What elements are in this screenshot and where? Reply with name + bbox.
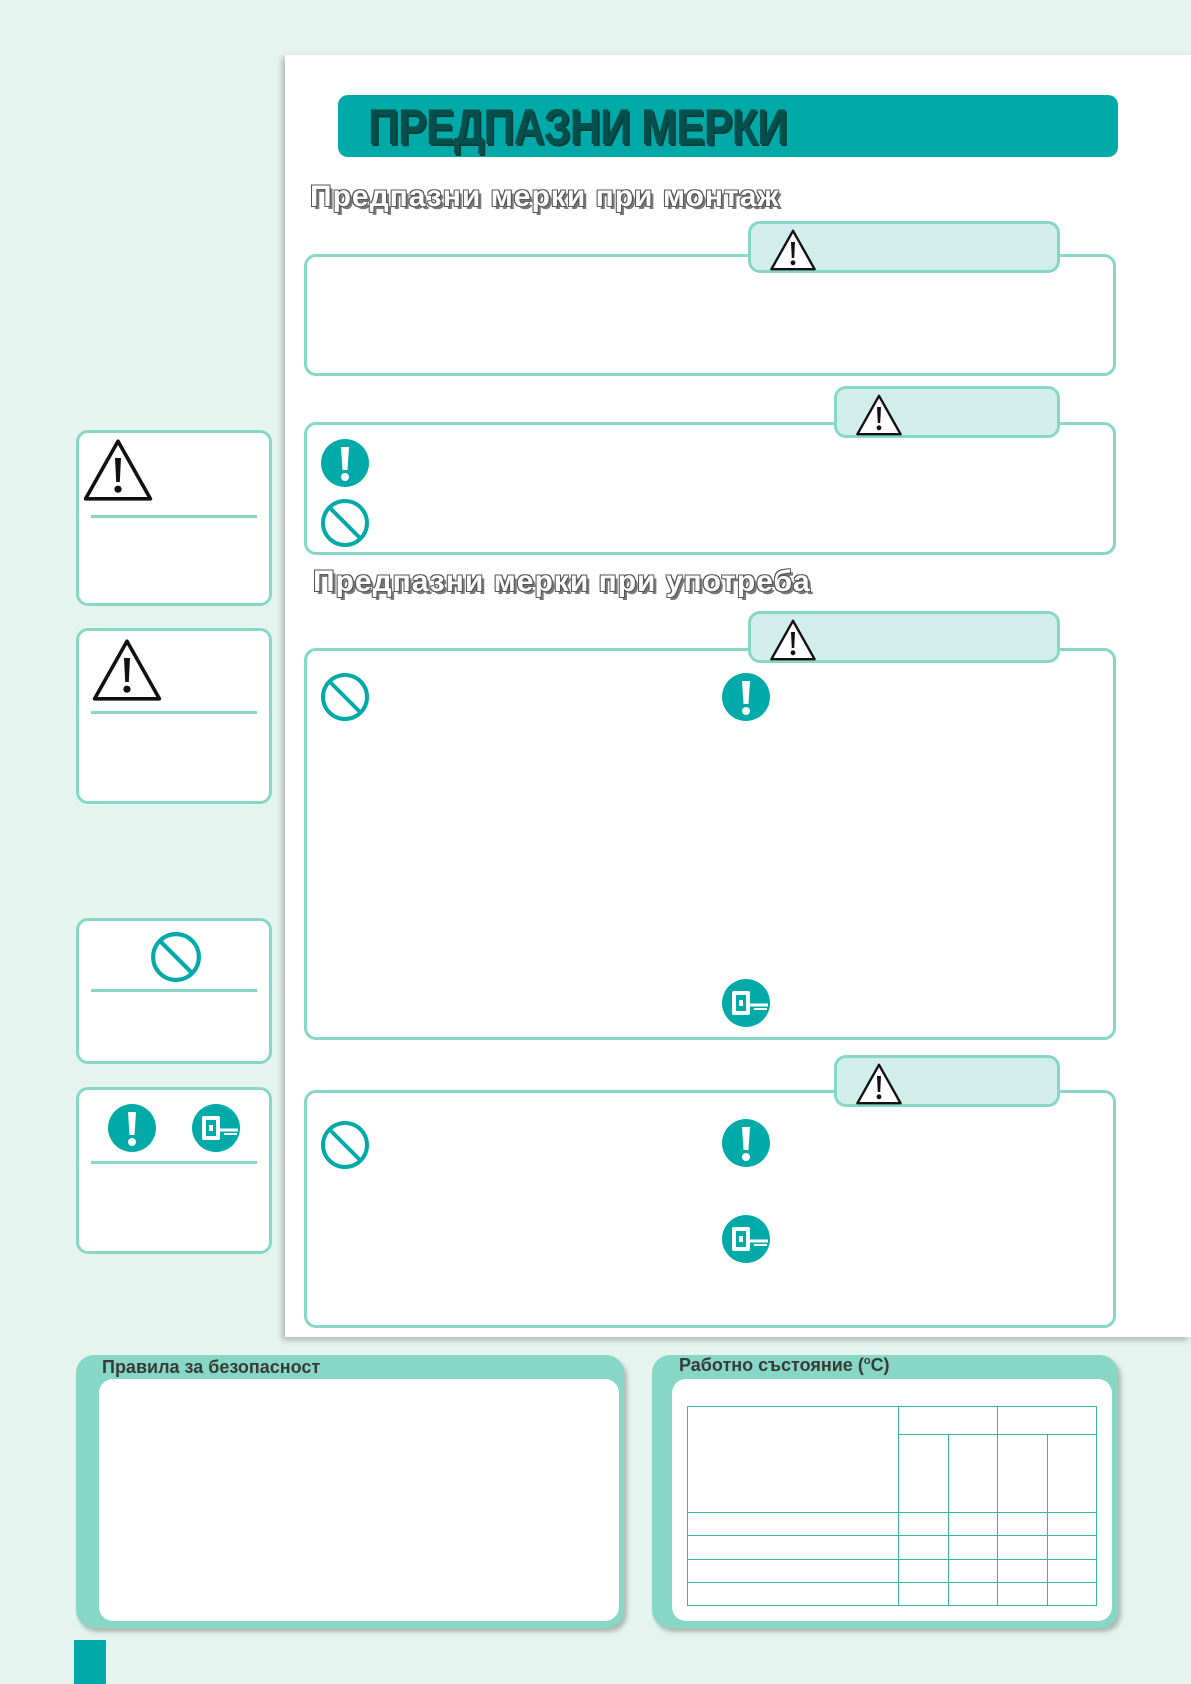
operating-conditions-title: Работно състояние ($^o$C) xyxy=(679,1355,890,1375)
exclamation-circle-icon xyxy=(107,1103,157,1153)
table-cell xyxy=(998,1435,1048,1513)
warning-triangle-icon xyxy=(769,228,817,272)
legend-box-caution xyxy=(76,628,272,804)
divider xyxy=(91,515,257,518)
prohibited-circle-icon xyxy=(320,498,370,548)
divider xyxy=(91,711,257,714)
divider xyxy=(91,1161,257,1164)
unplug-icon xyxy=(191,1103,241,1153)
legend-box-mandatory xyxy=(76,1087,272,1254)
legend-box-warning xyxy=(76,430,272,606)
installation-caution-box xyxy=(304,422,1116,555)
warning-triangle-icon xyxy=(82,437,154,503)
exclamation-circle-icon xyxy=(320,438,370,488)
table-cell xyxy=(688,1407,899,1513)
warning-triangle-icon xyxy=(855,393,903,437)
unplug-icon xyxy=(721,978,771,1028)
unplug-icon xyxy=(721,1214,771,1264)
page-title: ПРЕДПАЗНИ МЕРКИ xyxy=(368,99,788,155)
installation-caution-tab xyxy=(834,386,1060,438)
table-row xyxy=(688,1582,1097,1605)
table-cell xyxy=(899,1435,949,1513)
safety-rules-content xyxy=(99,1379,619,1621)
safety-rules-title: Правила за безопасност xyxy=(102,1357,321,1377)
legend-box-prohibited xyxy=(76,918,272,1064)
warning-triangle-icon xyxy=(769,618,817,662)
prohibited-circle-icon xyxy=(150,931,202,983)
table-row xyxy=(688,1559,1097,1582)
usage-warning-tab xyxy=(748,611,1060,663)
warning-triangle-icon xyxy=(91,637,163,703)
divider xyxy=(91,989,257,992)
section-heading-usage: Предпазни мерки при употреба xyxy=(313,565,811,598)
table-row xyxy=(688,1513,1097,1536)
usage-warning-box xyxy=(304,648,1116,1040)
usage-caution-box xyxy=(304,1090,1116,1328)
section-heading-installation: Предпазни мерки при монтаж xyxy=(310,180,780,213)
prohibited-circle-icon xyxy=(320,1120,370,1170)
operating-conditions-table xyxy=(687,1406,1097,1606)
warning-triangle-icon xyxy=(855,1062,903,1106)
page-marker xyxy=(74,1640,106,1684)
table-cell xyxy=(998,1407,1097,1435)
prohibited-circle-icon xyxy=(320,672,370,722)
exclamation-circle-icon xyxy=(721,672,771,722)
usage-caution-tab xyxy=(834,1055,1060,1107)
table-cell xyxy=(899,1407,998,1435)
installation-warning-tab xyxy=(748,221,1060,273)
table-row xyxy=(688,1536,1097,1559)
table-cell xyxy=(948,1435,998,1513)
table-cell xyxy=(1047,1435,1097,1513)
exclamation-circle-icon xyxy=(721,1118,771,1168)
